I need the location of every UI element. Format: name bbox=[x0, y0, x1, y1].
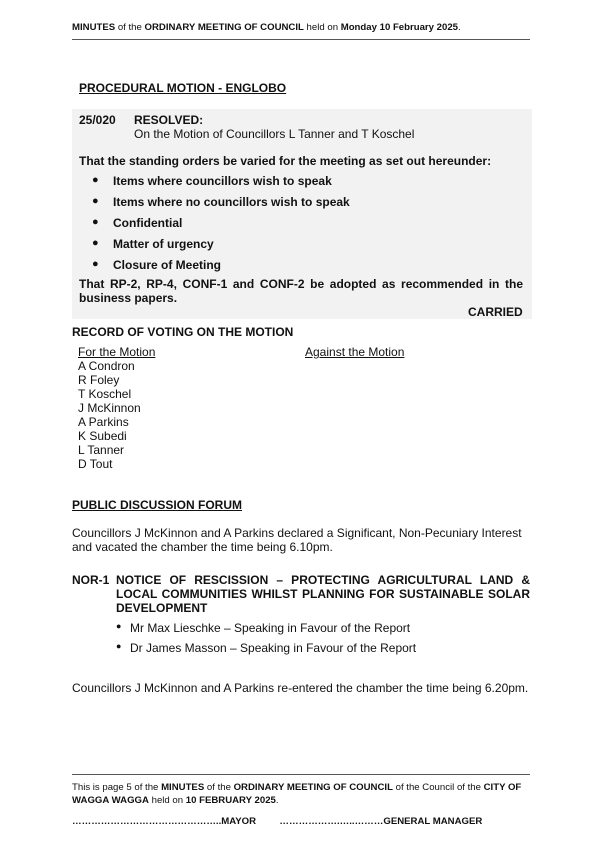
declaration-line-1: Councillors J McKinnon and A Parkins declared a Significant, Non-Pecuniary Interest bbox=[72, 526, 522, 540]
footer-minutes: MINUTES bbox=[161, 782, 205, 793]
header-period: . bbox=[458, 22, 461, 33]
header-minutes: MINUTES bbox=[72, 22, 116, 33]
footer-held-on: held on bbox=[148, 795, 186, 806]
list-item-label: Items where councillors wish to speak bbox=[113, 174, 332, 188]
signature-line bbox=[72, 816, 482, 827]
bullet-icon: ● bbox=[92, 195, 99, 207]
motion-mover: On the Motion of Councillors L Tanner and T Koschel bbox=[134, 127, 415, 141]
adoption-line-2: business papers. bbox=[79, 291, 178, 305]
header-date: Monday 10 February 2025 bbox=[340, 22, 459, 33]
bullet-icon: ● bbox=[116, 621, 122, 631]
resolution-number: 25/020 bbox=[79, 113, 116, 127]
forum-heading: PUBLIC DISCUSSION FORUM bbox=[72, 498, 243, 512]
footer-meeting: ORDINARY MEETING OF COUNCIL bbox=[233, 782, 393, 793]
bullet-icon: ● bbox=[92, 258, 99, 270]
page-footer bbox=[72, 781, 532, 807]
list-item-label: Confidential bbox=[113, 216, 183, 230]
list-item-label: Items where no councillors wish to speak bbox=[113, 195, 350, 209]
footer-city: CITY OF WAGGA WAGGA bbox=[72, 782, 522, 806]
for-votes-list bbox=[78, 359, 141, 471]
bullet-icon: ● bbox=[92, 216, 99, 228]
bullet-icon: ● bbox=[92, 174, 99, 186]
footer-divider bbox=[72, 774, 530, 775]
nor-code: NOR-1 bbox=[72, 573, 110, 587]
footer-page-text: This is page 5 of the bbox=[72, 782, 162, 793]
voter-name: J McKinnon bbox=[78, 401, 141, 415]
voting-heading: RECORD OF VOTING ON THE MOTION bbox=[72, 325, 294, 339]
voter-name: T Koschel bbox=[78, 387, 132, 401]
reentered-statement: Councillors J McKinnon and A Parkins re-entered the chamber the time being 6.20pm. bbox=[72, 681, 529, 695]
motion-intro: That the standing orders be varied for the meeting as set out hereunder: bbox=[79, 154, 492, 168]
header-held-on: held on bbox=[303, 22, 341, 33]
general-manager-signature: ……………….…..………GENERAL MANAGER bbox=[279, 816, 483, 827]
nor-title-line-3: DEVELOPMENT bbox=[116, 601, 208, 615]
list-item-label: Matter of urgency bbox=[113, 237, 214, 251]
against-motion-label: Against the Motion bbox=[305, 345, 405, 359]
footer-period: . bbox=[275, 795, 279, 806]
declaration-line-2: and vacated the chamber the time being 6.10pm. bbox=[72, 540, 333, 554]
nor-title-line-2: LOCAL COMMUNITIES WHILST PLANNING FOR SUSTAINABLE SOLAR bbox=[116, 587, 530, 601]
for-motion-label: For the Motion bbox=[78, 345, 156, 359]
resolved-label: RESOLVED: bbox=[134, 113, 204, 127]
bullet-icon: ● bbox=[116, 641, 122, 651]
footer-of-council: of the Council of the bbox=[392, 782, 484, 793]
list-item-label: Closure of Meeting bbox=[113, 258, 222, 272]
speaker-entry: Dr James Masson – Speaking in Favour of the Report bbox=[130, 641, 417, 655]
header-divider bbox=[72, 39, 530, 40]
voter-name: K Subedi bbox=[78, 429, 127, 443]
voter-name: A Condron bbox=[78, 359, 135, 373]
procedural-heading: PROCEDURAL MOTION - ENGLOBO bbox=[79, 81, 287, 95]
voter-name: A Parkins bbox=[78, 415, 129, 429]
footer-of-the: of the bbox=[204, 782, 234, 793]
voter-name: L Tanner bbox=[78, 443, 125, 457]
header-of-the: of the bbox=[115, 22, 145, 33]
mayor-signature: ………………………………………..MAYOR bbox=[72, 816, 257, 827]
adoption-line-1: That RP-2, RP-4, CONF-1 and CONF-2 be adopted as recommended in the bbox=[79, 277, 523, 291]
nor-title-line-1: NOTICE OF RESCISSION – PROTECTING AGRICULTURAL LAND & bbox=[116, 573, 530, 587]
header-meeting: ORDINARY MEETING OF COUNCIL bbox=[144, 22, 304, 33]
page-header bbox=[72, 22, 461, 33]
voter-name: R Foley bbox=[78, 373, 120, 387]
speaker-entry: Mr Max Lieschke – Speaking in Favour of the Report bbox=[130, 621, 411, 635]
carried-label: CARRIED bbox=[468, 305, 523, 319]
bullet-icon: ● bbox=[92, 237, 99, 249]
voter-name: D Tout bbox=[78, 457, 113, 471]
footer-date: 10 FEBRUARY 2025 bbox=[185, 795, 276, 806]
